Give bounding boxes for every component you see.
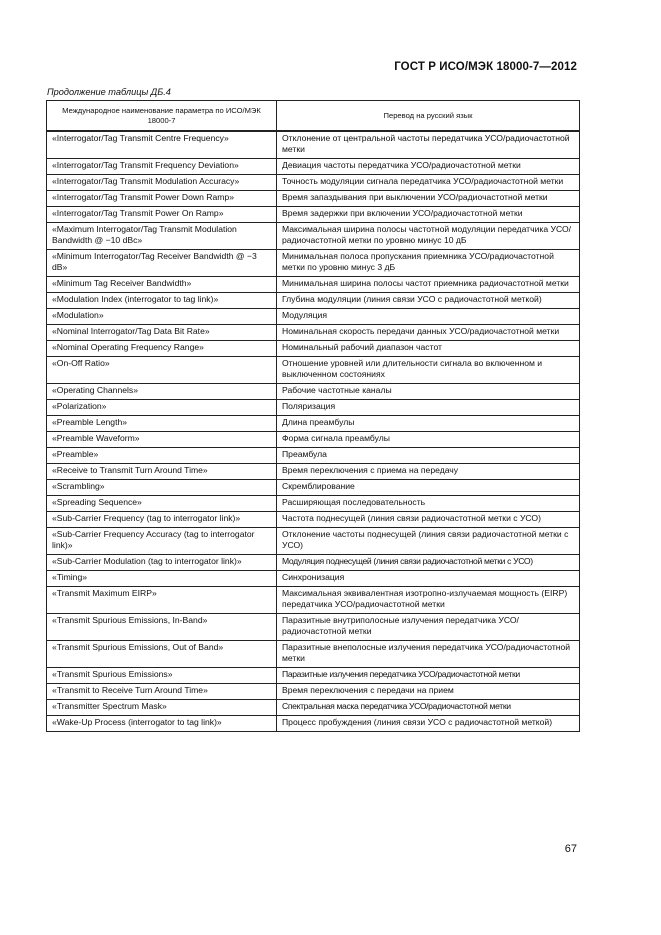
parameter-name-cell: «Modulation»: [47, 309, 277, 325]
column-header-international-name: Международное наименование параметра по ИСО/МЭК 18000-7: [47, 101, 277, 132]
table-row: [47, 432, 580, 448]
table-row: [47, 641, 580, 668]
table-row: [47, 293, 580, 309]
table-row: [47, 357, 580, 384]
parameter-name-cell: «Minimum Interrogator/Tag Receiver Bandwidth @ −3 dB»: [47, 250, 277, 277]
translation-cell: Спектральная маска передатчика УСО/радиочастотной метки: [277, 700, 580, 716]
translation-cell: Рабочие частотные каналы: [277, 384, 580, 400]
table-row: [47, 191, 580, 207]
translation-cell: Отклонение от центральной частоты передатчика УСО/радиочастотной метки: [277, 131, 580, 159]
table-row: [47, 341, 580, 357]
parameter-name-cell: «Transmit Spurious Emissions, In-Band»: [47, 614, 277, 641]
parameter-name-cell: «Nominal Interrogator/Tag Data Bit Rate»: [47, 325, 277, 341]
parameter-name-cell: «Timing»: [47, 571, 277, 587]
parameter-name-cell: «Transmit to Receive Turn Around Time»: [47, 684, 277, 700]
table-row: [47, 416, 580, 432]
table-row: [47, 250, 580, 277]
table-row: [47, 464, 580, 480]
parameter-name-cell: «Transmit Spurious Emissions, Out of Band»: [47, 641, 277, 668]
table-row: [47, 716, 580, 732]
table-row: [47, 131, 580, 159]
parameter-name-cell: «Preamble Length»: [47, 416, 277, 432]
translation-cell: Точность модуляции сигнала передатчика УСО/радиочастотной метки: [277, 175, 580, 191]
page-number: 67: [564, 843, 577, 855]
table-row: [47, 480, 580, 496]
column-header-russian-translation: Перевод на русский язык: [277, 101, 580, 132]
parameter-name-cell: «Modulation Index (interrogator to tag link)»: [47, 293, 277, 309]
table-row: [47, 309, 580, 325]
parameter-translation-table: [46, 100, 580, 732]
translation-cell: Скремблирование: [277, 480, 580, 496]
translation-cell: Максимальная эквивалентная изотропно-излучаемая мощность (EIRP) передатчика УСО/радиочастотной метки: [277, 587, 580, 614]
translation-cell: Номинальный рабочий диапазон частот: [277, 341, 580, 357]
parameter-name-cell: «Interrogator/Tag Transmit Power On Ramp»: [47, 207, 277, 223]
table-row: [47, 587, 580, 614]
table-row: [47, 684, 580, 700]
table-row: [47, 512, 580, 528]
translation-cell: Минимальная полоса пропускания приемника УСО/радиочастотной метки по уровню минус 3 дБ: [277, 250, 580, 277]
translation-cell: Отклонение частоты поднесущей (линия связи радиочастотной метки с УСО): [277, 528, 580, 555]
parameter-name-cell: «Sub-Carrier Frequency (tag to interrogator link)»: [47, 512, 277, 528]
table-row: [47, 668, 580, 684]
parameter-name-cell: «Maximum Interrogator/Tag Transmit Modulation Bandwidth @ −10 dBc»: [47, 223, 277, 250]
table-row: [47, 496, 580, 512]
translation-cell: Частота поднесущей (линия связи радиочастотной метки с УСО): [277, 512, 580, 528]
table-header-row: [47, 101, 580, 132]
translation-cell: Минимальная ширина полосы частот приемника радиочастотной метки: [277, 277, 580, 293]
table-caption: Продолжение таблицы ДБ.4: [47, 87, 171, 97]
translation-cell: Время переключения с приема на передачу: [277, 464, 580, 480]
parameter-name-cell: «Spreading Sequence»: [47, 496, 277, 512]
translation-cell: Процесс пробуждения (линия связи УСО с радиочастотной меткой): [277, 716, 580, 732]
table-row: [47, 277, 580, 293]
table-row: [47, 571, 580, 587]
translation-cell: Паразитные внутриполосные излучения передатчика УСО/радиочастотной метки: [277, 614, 580, 641]
translation-cell: Максимальная ширина полосы частотной модуляции передатчика УСО/радиочастотной метки по уровню минус 10 дБ: [277, 223, 580, 250]
parameter-name-cell: «On-Off Ratio»: [47, 357, 277, 384]
parameter-name-cell: «Interrogator/Tag Transmit Modulation Accuracy»: [47, 175, 277, 191]
parameter-name-cell: «Preamble Waveform»: [47, 432, 277, 448]
translation-cell: Расширяющая последовательность: [277, 496, 580, 512]
table-row: [47, 384, 580, 400]
parameter-name-cell: «Minimum Tag Receiver Bandwidth»: [47, 277, 277, 293]
parameter-name-cell: «Interrogator/Tag Transmit Power Down Ramp»: [47, 191, 277, 207]
translation-cell: Время запаздывания при выключении УСО/радиочастотной метки: [277, 191, 580, 207]
translation-cell: Время переключения с передачи на прием: [277, 684, 580, 700]
table-row: [47, 400, 580, 416]
document-header: ГОСТ Р ИСО/МЭК 18000-7—2012: [394, 61, 577, 73]
parameter-name-cell: «Sub-Carrier Frequency Accuracy (tag to interrogator link)»: [47, 528, 277, 555]
translation-cell: Модуляция поднесущей (линия связи радиочастотной метки с УСО): [277, 555, 580, 571]
translation-cell: Форма сигнала преамбулы: [277, 432, 580, 448]
parameter-name-cell: «Operating Channels»: [47, 384, 277, 400]
parameter-name-cell: «Transmit Maximum EIRP»: [47, 587, 277, 614]
translation-cell: Отношение уровней или длительности сигнала во включенном и выключенном состояниях: [277, 357, 580, 384]
parameter-name-cell: «Wake-Up Process (interrogator to tag link)»: [47, 716, 277, 732]
table-row: [47, 555, 580, 571]
parameter-name-cell: «Polarization»: [47, 400, 277, 416]
parameter-name-cell: «Interrogator/Tag Transmit Frequency Deviation»: [47, 159, 277, 175]
table-row: [47, 700, 580, 716]
translation-cell: Паразитные внеполосные излучения передатчика УСО/радиочастотной метки: [277, 641, 580, 668]
parameter-name-cell: «Transmitter Spectrum Mask»: [47, 700, 277, 716]
table-row: [47, 207, 580, 223]
translation-cell: Модуляция: [277, 309, 580, 325]
parameter-name-cell: «Interrogator/Tag Transmit Centre Frequency»: [47, 131, 277, 159]
table-row: [47, 325, 580, 341]
translation-cell: Преамбула: [277, 448, 580, 464]
translation-cell: Девиация частоты передатчика УСО/радиочастотной метки: [277, 159, 580, 175]
translation-cell: Длина преамбулы: [277, 416, 580, 432]
parameter-name-cell: «Transmit Spurious Emissions»: [47, 668, 277, 684]
table-row: [47, 528, 580, 555]
table-row: [47, 159, 580, 175]
translation-cell: Поляризация: [277, 400, 580, 416]
parameter-name-cell: «Nominal Operating Frequency Range»: [47, 341, 277, 357]
parameter-name-cell: «Sub-Carrier Modulation (tag to interrogator link)»: [47, 555, 277, 571]
translation-cell: Синхронизация: [277, 571, 580, 587]
translation-cell: Глубина модуляции (линия связи УСО с радиочастотной меткой): [277, 293, 580, 309]
parameter-name-cell: «Preamble»: [47, 448, 277, 464]
table-row: [47, 448, 580, 464]
translation-cell: Время задержки при включении УСО/радиочастотной метки: [277, 207, 580, 223]
table-row: [47, 175, 580, 191]
translation-cell: Паразитные излучения передатчика УСО/радиочастотной метки: [277, 668, 580, 684]
parameter-name-cell: «Scrambling»: [47, 480, 277, 496]
table-row: [47, 614, 580, 641]
table-row: [47, 223, 580, 250]
table-body: [47, 131, 580, 732]
translation-cell: Номинальная скорость передачи данных УСО/радиочастотной метки: [277, 325, 580, 341]
parameter-name-cell: «Receive to Transmit Turn Around Time»: [47, 464, 277, 480]
